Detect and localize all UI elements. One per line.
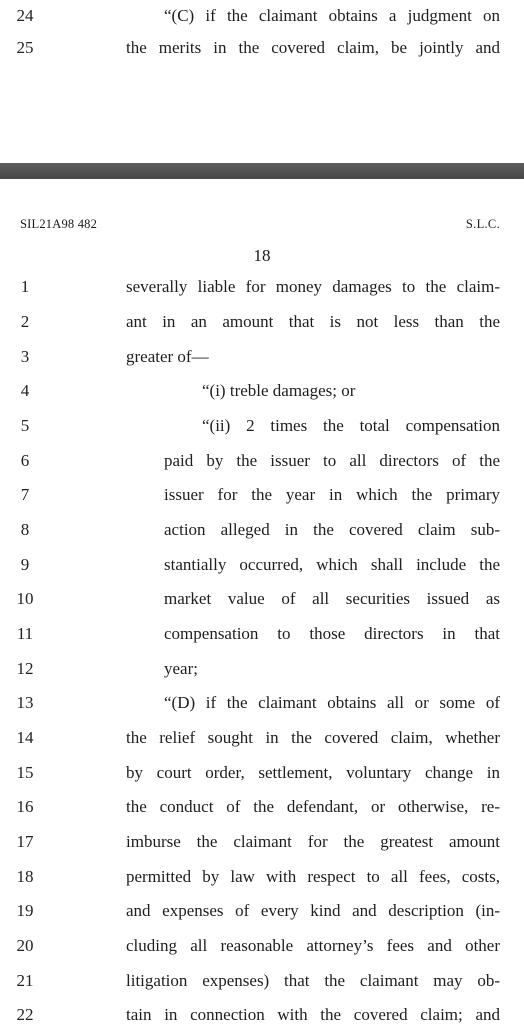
line-number: 5 — [20, 416, 30, 435]
line-number: 3 — [20, 347, 30, 366]
text-line: imburse the claimant for the greatest amount — [126, 832, 500, 851]
line-number: 22 — [16, 1005, 34, 1024]
text-line: year; — [164, 659, 198, 678]
line-number: 17 — [16, 832, 34, 851]
line-number: 21 — [16, 971, 34, 990]
text-line: “(D) if the claimant obtains all or some of — [164, 693, 500, 712]
text-line: action alleged in the covered claim sub- — [164, 520, 500, 539]
document-id: SIL21A98 482 — [20, 217, 98, 231]
text-line: issuer for the year in which the primary — [164, 485, 500, 504]
line-number: 20 — [16, 936, 34, 955]
line-number: 8 — [20, 520, 30, 539]
office-code: S.L.C. — [465, 217, 500, 231]
line-number: 1 — [20, 277, 30, 296]
page-number: 18 — [253, 246, 271, 265]
line-number: 10 — [16, 589, 34, 608]
text-line: greater of— — [126, 347, 209, 366]
line-number: 13 — [16, 693, 34, 712]
line-number: 15 — [16, 763, 34, 782]
text-line: severally liable for money damages to the claim- — [126, 277, 500, 296]
line-number: 18 — [16, 867, 34, 886]
text-line: cluding all reasonable attorney’s fees and other — [126, 936, 500, 955]
line-number: 24 — [16, 6, 34, 25]
line-number: 7 — [20, 485, 30, 504]
text-line: the merits in the covered claim, be jointly and — [126, 38, 500, 57]
line-number: 19 — [16, 901, 34, 920]
text-line: litigation expenses) that the claimant may ob- — [126, 971, 500, 990]
text-line: permitted by law with respect to all fees, costs, — [126, 867, 500, 886]
text-line: paid by the issuer to all directors of the — [164, 451, 500, 470]
page-break-divider — [0, 163, 524, 179]
text-line: and expenses of every kind and description (in- — [126, 901, 500, 920]
line-number: 2 — [20, 312, 30, 331]
text-line: by court order, settlement, voluntary change in — [126, 763, 500, 782]
line-number: 6 — [20, 451, 30, 470]
line-number: 4 — [20, 381, 30, 400]
text-line: “(ii) 2 times the total compensation — [202, 416, 500, 435]
line-number: 14 — [16, 728, 34, 747]
line-number: 16 — [16, 797, 34, 816]
text-line: tain in connection with the covered claim; and — [126, 1005, 500, 1024]
line-number: 9 — [20, 555, 30, 574]
text-line: compensation to those directors in that — [164, 624, 500, 643]
line-number: 11 — [16, 624, 34, 643]
line-number: 25 — [16, 38, 34, 57]
text-line: ant in an amount that is not less than the — [126, 312, 500, 331]
text-line: stantially occurred, which shall include the — [164, 555, 500, 574]
text-line: the relief sought in the covered claim, whether — [126, 728, 500, 747]
text-line: “(i) treble damages; or — [202, 381, 356, 400]
text-line: “(C) if the claimant obtains a judgment on — [164, 6, 500, 25]
text-line: the conduct of the defendant, or otherwise, re- — [126, 797, 500, 816]
line-number: 12 — [16, 659, 34, 678]
text-line: market value of all securities issued as — [164, 589, 500, 608]
